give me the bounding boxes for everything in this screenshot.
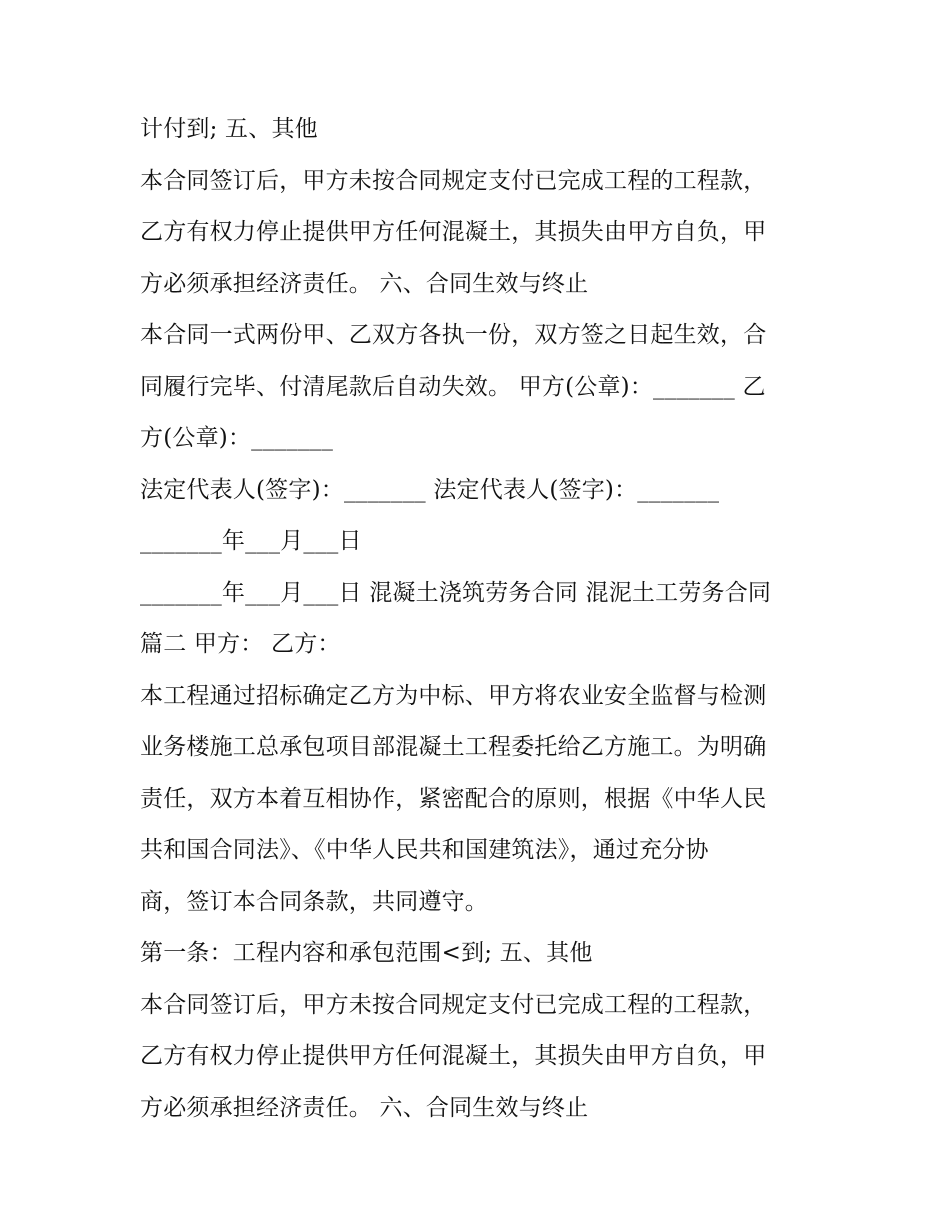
text-line: 方(公章)：_______ <box>140 425 334 451</box>
text-line: 乙方有权力停止提供甲方任何混凝土，其损失由甲方自负，甲 <box>140 219 767 245</box>
text-line: 本合同签订后，甲方未按合同规定支付已完成工程的工程款， <box>140 991 767 1018</box>
text-line: 乙方有权力停止提供甲方任何混凝土，其损失由甲方自负，甲 <box>140 1043 767 1069</box>
text-line: _______年___月___日 <box>140 528 362 554</box>
text-line: 本合同签订后，甲方未按合同规定支付已完成工程的工程款， <box>140 167 767 194</box>
text-line: 共和国合同法》、《中华人民共和国建筑法》，通过充分协 <box>140 837 709 863</box>
text-line: 本合同一式两份甲、乙双方各执一份，双方签之日起生效，合 <box>140 322 767 348</box>
text-line: 方必须承担经济责任。 六、合同生效与终止 <box>140 270 589 297</box>
text-line: 责任，双方本着互相协作，紧密配合的原则，根据《中华人民 <box>140 785 767 812</box>
text-line: 方必须承担经济责任。 六、合同生效与终止 <box>140 1094 589 1121</box>
text-line: 第一条：工程内容和承包范围<到; 五、其他 <box>140 940 593 966</box>
text-line: 篇二 甲方： 乙方： <box>140 631 341 657</box>
document-body <box>140 104 820 1134</box>
text-line: 计付到; 五、其他 <box>140 116 318 142</box>
text-line: 商，签订本合同条款，共同遵守。 <box>140 888 488 915</box>
text-line: _______年___月___日 混凝土浇筑劳务合同 混泥土工劳务合同 <box>140 579 772 606</box>
text-line: 法定代表人(签字)：_______ 法定代表人(签字)：_______ <box>140 476 720 503</box>
text-line: 同履行完毕、付清尾款后自动失效。 甲方(公章)：_______ 乙 <box>140 373 766 400</box>
text-line: 业务楼施工总承包项目部混凝土工程委托给乙方施工。为明确 <box>140 734 767 760</box>
text-line: 本工程通过招标确定乙方为中标、甲方将农业安全监督与检测 <box>140 682 767 709</box>
